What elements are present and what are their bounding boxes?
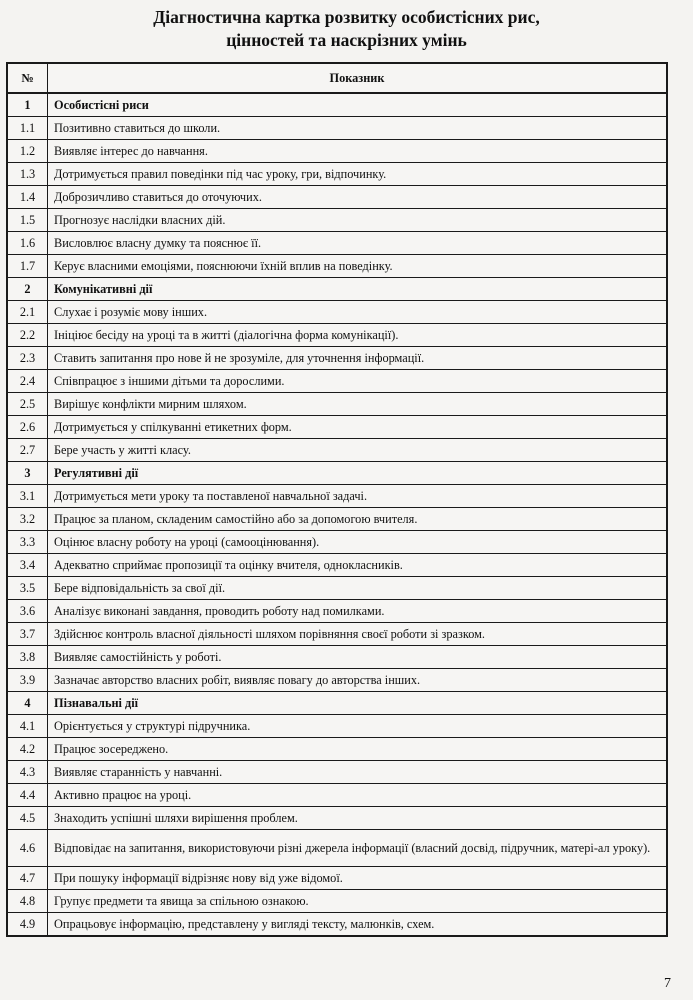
row-number: 4	[8, 692, 48, 715]
section-row	[8, 94, 666, 117]
row-number: 3.4	[8, 554, 48, 577]
row-number: 2.1	[8, 301, 48, 324]
table-row	[8, 508, 666, 531]
row-number: 1.3	[8, 163, 48, 186]
indicator-text: Бере відповідальність за свої дії.	[48, 577, 666, 600]
table-row	[8, 163, 666, 186]
title-line-2: цінностей та наскрізних умінь	[226, 30, 467, 50]
section-row	[8, 692, 666, 715]
table-row	[8, 577, 666, 600]
header-indicator: Показник	[48, 64, 666, 94]
row-number: 4.8	[8, 890, 48, 913]
indicator-text: Відповідає на запитання, використовуючи різні джерела інформації (власний досвід, підручник, матері-ал уроку).	[48, 830, 666, 867]
indicator-text: Знаходить успішні шляхи вирішення проблем.	[48, 807, 666, 830]
row-number: 3.6	[8, 600, 48, 623]
indicator-text: Ініціює бесіду на уроці та в житті (діалогічна форма комунікації).	[48, 324, 666, 347]
row-number: 1.2	[8, 140, 48, 163]
row-number: 2.7	[8, 439, 48, 462]
row-number: 2	[8, 278, 48, 301]
indicator-text: Адекватно сприймає пропозиції та оцінку вчителя, однокласників.	[48, 554, 666, 577]
table-row	[8, 255, 666, 278]
table-row	[8, 600, 666, 623]
row-number: 3	[8, 462, 48, 485]
table-row	[8, 301, 666, 324]
indicator-text: Прогнозує наслідки власних дій.	[48, 209, 666, 232]
indicator-text: Зазначає авторство власних робіт, виявляє повагу до авторства інших.	[48, 669, 666, 692]
indicator-text: Позитивно ставиться до школи.	[48, 117, 666, 140]
section-row	[8, 462, 666, 485]
row-number: 4.3	[8, 761, 48, 784]
table-row	[8, 830, 666, 867]
row-number: 2.4	[8, 370, 48, 393]
row-number: 4.2	[8, 738, 48, 761]
row-number: 4.5	[8, 807, 48, 830]
table-row	[8, 715, 666, 738]
section-title: Пізнавальні дії	[48, 692, 666, 715]
indicator-text: Слухає і розуміє мову інших.	[48, 301, 666, 324]
row-number: 2.3	[8, 347, 48, 370]
row-number: 3.1	[8, 485, 48, 508]
table-row	[8, 807, 666, 830]
indicator-text: Висловлює власну думку та пояснює її.	[48, 232, 666, 255]
table-row	[8, 439, 666, 462]
indicator-text: Групує предмети та явища за спільною ознакою.	[48, 890, 666, 913]
indicator-text: Дотримується правил поведінки під час уроку, гри, відпочинку.	[48, 163, 666, 186]
indicator-text: Опрацьовує інформацію, представлену у вигляді тексту, малюнків, схем.	[54, 917, 435, 931]
table-header-row	[8, 64, 666, 94]
row-number: 3.2	[8, 508, 48, 531]
table-row	[8, 186, 666, 209]
indicator-text: Керує власними емоціями, пояснюючи їхній вплив на поведінку.	[48, 255, 666, 278]
row-number: 3.9	[8, 669, 48, 692]
indicator-text: Ставить запитання про нове й не зрозуміле, для уточнення інформації.	[48, 347, 666, 370]
indicator-text: Дотримується у спілкуванні етикетних форм.	[48, 416, 666, 439]
row-number: 3.8	[8, 646, 48, 669]
table-row	[8, 347, 666, 370]
indicator-text: Бере участь у житті класу.	[48, 439, 666, 462]
row-number: 3.5	[8, 577, 48, 600]
title-line-1: Діагностична картка розвитку особистісних рис,	[153, 7, 540, 27]
row-number: 4.6	[8, 830, 48, 867]
table-row	[8, 761, 666, 784]
section-title: Особистісні риси	[48, 94, 666, 117]
indicator-text: Вирішує конфлікти мирним шляхом.	[48, 393, 666, 416]
row-number: 2.2	[8, 324, 48, 347]
indicator-text: Активно працює на уроці.	[48, 784, 666, 807]
table-row	[8, 784, 666, 807]
table-row	[8, 867, 666, 890]
indicator-text: Виявляє старанність у навчанні.	[48, 761, 666, 784]
table-row	[8, 623, 666, 646]
indicator-text: Працює зосереджено.	[48, 738, 666, 761]
row-number: 4.7	[8, 867, 48, 890]
indicator-text: Доброзичливо ставиться до оточуючих.	[48, 186, 666, 209]
indicator-text: Працює за планом, складеним самостійно або за допомогою вчителя.	[48, 508, 666, 531]
indicator-text: Співпрацює з іншими дітьми та дорослими.	[48, 370, 666, 393]
indicator-text: Дотримується мети уроку та поставленої навчальної задачі.	[48, 485, 666, 508]
indicator-text: Орієнтується у структурі підручника.	[48, 715, 666, 738]
table-row	[8, 209, 666, 232]
row-number: 1.5	[8, 209, 48, 232]
row-number: 1.4	[8, 186, 48, 209]
table-row	[8, 554, 666, 577]
table-row	[8, 416, 666, 439]
row-number: 4.9	[8, 913, 48, 935]
row-number: 1.6	[8, 232, 48, 255]
table-row	[8, 531, 666, 554]
header-number: №	[8, 64, 48, 94]
page-title	[0, 6, 693, 52]
page-number: 7	[664, 976, 671, 991]
row-number: 2.6	[8, 416, 48, 439]
table-row	[8, 117, 666, 140]
row-number: 4.4	[8, 784, 48, 807]
row-number: 3.3	[8, 531, 48, 554]
section-row	[8, 278, 666, 301]
table-row	[8, 669, 666, 692]
table-body	[8, 94, 666, 935]
indicator-text: Аналізує виконані завдання, проводить роботу над помилками.	[48, 600, 666, 623]
indicator-text: Здійснює контроль власної діяльності шляхом порівняння своєї роботи зі зразком.	[48, 623, 666, 646]
table-row	[8, 738, 666, 761]
table-row	[8, 393, 666, 416]
section-title: Регулятивні дії	[48, 462, 666, 485]
row-number: 1	[8, 94, 48, 117]
table-row	[8, 370, 666, 393]
table-row	[8, 140, 666, 163]
table-row	[8, 485, 666, 508]
table-row	[8, 646, 666, 669]
indicator-text: Виявляє інтерес до навчання.	[48, 140, 666, 163]
row-number: 2.5	[8, 393, 48, 416]
table-row	[8, 232, 666, 255]
indicator-text: Виявляє самостійність у роботі.	[48, 646, 666, 669]
indicator-text: При пошуку інформації відрізняє нову від уже відомої.	[48, 867, 666, 890]
table-row	[8, 890, 666, 913]
diagnostic-table	[6, 62, 668, 937]
row-number: 4.1	[8, 715, 48, 738]
row-number: 1.7	[8, 255, 48, 278]
table-row	[8, 324, 666, 347]
table-row	[8, 913, 666, 935]
section-title: Комунікативні дії	[48, 278, 666, 301]
row-number: 1.1	[8, 117, 48, 140]
indicator-text: Оцінює власну роботу на уроці (самооцінювання).	[48, 531, 666, 554]
row-number: 3.7	[8, 623, 48, 646]
